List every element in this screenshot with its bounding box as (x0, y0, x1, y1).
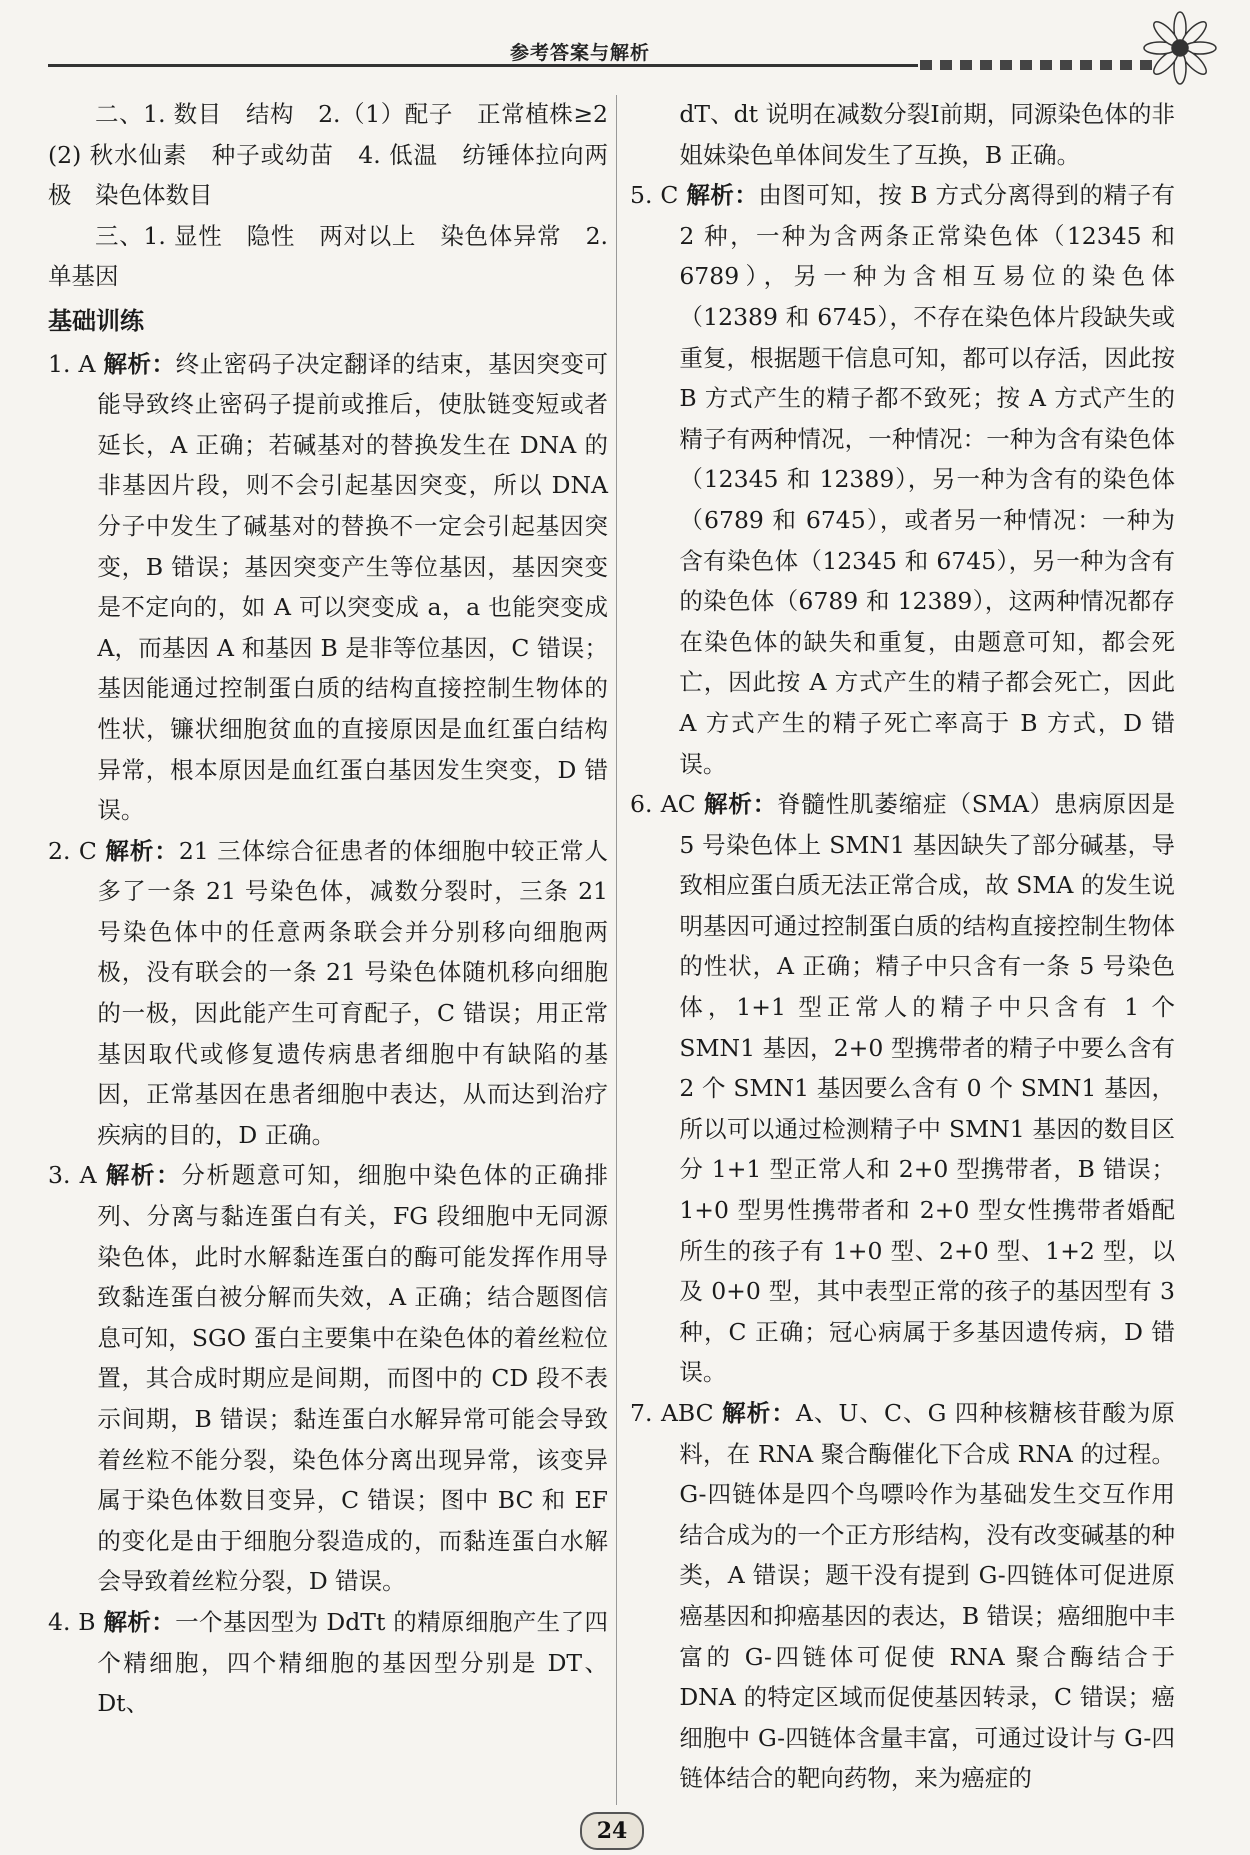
analysis-label: 解析： (686, 181, 759, 210)
answer-number: 6. AC (630, 790, 696, 819)
intro-line-2: 三、1. 显性 隐性 两对以上 染色体异常 2. 单基因 (48, 221, 608, 291)
answer-number: 2. C (48, 836, 97, 865)
page-number: 24 (580, 1812, 644, 1850)
answer-number: 4. B (48, 1607, 96, 1636)
answer-item (48, 831, 608, 1156)
answer-number: 7. ABC (630, 1399, 714, 1427)
answer-item (48, 1155, 608, 1602)
analysis-label: 解析： (103, 349, 176, 378)
answer-item (630, 1393, 1175, 1799)
answer-number: 3. A (48, 1161, 97, 1190)
analysis-text: 脊髓性肌萎缩症（SMA）患病原因是 5 号染色体上 SMN1 基因缺失了部分碱基，导致相应蛋白质无法正常合成，故 SMA 的发生说明基因可通过控制蛋白质的结构直接控制生物体的性状，A 正确；精子中只含有一条 5 号染色体，1+1 型正常人的精子中只含有 1 个 SMN1 基因，2+0 型携带者的精子中要么含有 2 个 SMN1 基因要么含有 0 个 SMN1 基因，所以可以通过检测精子中 SMN1 基因的数目区分 1+1 型正常人和 2+0 型携带者，B 错误；1+0 型男性携带者和 2+0 型女性携带者婚配所生的孩子有 1+0 型、2+0 型、1+2 型，以及 0+0 型，其中表型正常的孩子的基因型有 3 种，C 正确；冠心病属于多基因遗传病，D 错误。 (679, 790, 1175, 1387)
analysis-text: 一个基因型为 DdTt 的精原细胞产生了四个精细胞，四个精细胞的基因型分别是 DT、Dt、 (97, 1607, 608, 1718)
section-heading: 基础训练 (48, 306, 144, 335)
right-column (630, 94, 1175, 1799)
analysis-label: 解析： (704, 790, 778, 819)
answer-item (630, 784, 1175, 1393)
answer-number: 1. A (48, 349, 96, 378)
left-column (48, 94, 632, 1724)
answer-item (630, 175, 1175, 784)
answer-number: 5. C (630, 181, 679, 210)
analysis-label: 解析： (105, 1161, 182, 1190)
analysis-label: 解析： (722, 1399, 796, 1427)
intro-line-1: 二、1. 数目 结构 2.（1）配子 正常植株≥2 (2) 秋水仙素 种子或幼苗 4. 低温 纺锤体拉向两极 染色体数目 (48, 100, 632, 210)
analysis-text: 由图可知，按 B 方式分离得到的精子有 2 种，一种为含两条正常染色体（12345 和 6789），另一种为含相互易位的染色体（12389 和 6745），不存在染色体片段缺失或重复，根据题干信息可知，都可以存活，因此按 B 方式产生的精子都不致死；按 A 方式产生的精子有两种情况，一种情况：一种为含有染色体（12345 和 12389），另一种为含有的染色体（6789 和 6745），或者另一种情况：一种为含有染色体（12345 和 6745），另一种为含有的染色体（6789 和 12389），这两种情况都存在染色体的缺失和重复，由题意可知，都会死亡，因此按 A 方式产生的精子都会死亡，因此 A 方式产生的精子死亡率高于 B 方式，D 错误。 (679, 181, 1175, 778)
header-rule (48, 64, 918, 67)
continuation-text: dT、dt 说明在减数分裂Ⅰ前期，同源染色体的非姐妹染色单体间发生了互换，B 正确。 (679, 100, 1175, 169)
column-divider (616, 95, 617, 1805)
header-dashed-rule (920, 60, 1160, 70)
analysis-label: 解析： (105, 836, 179, 865)
analysis-text: 终止密码子决定翻译的结束，基因突变可能导致终止密码子提前或推后，使肽链变短或者延长，A 正确；若碱基对的替换发生在 DNA 的非基因片段，则不会引起基因突变，所以 DNA 分子中发生了碱基对的替换不一定会引起基因突变，B 错误；基因突变产生等位基因，基因突变是不定向的，如 A 可以突变成 a，a 也能突变成 A，而基因 A 和基因 B 是非等位基因，C 错误；基因能通过控制蛋白质的结构直接控制生物体的性状，镰状细胞贫血的直接原因是血红蛋白结构异常，根本原因是血红蛋白基因发生突变，D 错误。 (97, 349, 608, 825)
answer-item (48, 344, 608, 831)
flower-icon (1135, 10, 1225, 90)
analysis-text: 分析题意可知，细胞中染色体的正确排列、分离与黏连蛋白有关，FG 段细胞中无同源染色体，此时水解黏连蛋白的酶可能发挥作用导致黏连蛋白被分解而失效，A 正确；结合题图信息可知，SGO 蛋白主要集中在染色体的着丝粒位置，其合成时期应是间期，而图中的 CD 段不表示间期，B 错误；黏连蛋白水解异常可能会导致着丝粒不能分裂，染色体分离出现异常，该变异属于染色体数目变异，C 错误；图中 BC 和 EF 的变化是由于细胞分裂造成的，而黏连蛋白水解会导致着丝粒分裂，D 错误。 (97, 1161, 608, 1596)
answer-item (48, 1602, 608, 1724)
analysis-text: 21 三体综合征患者的体细胞中较正常人多了一条 21 号染色体，减数分裂时，三条 21 号染色体中的任意两条联会并分别移向细胞两极，没有联会的一条 21 号染色体随机移向细胞的一极，因此能产生可育配子，C 错误；用正常基因取代或修复遗传病患者细胞中有缺陷的基因，正常基因在患者细胞中表达，从而达到治疗疾病的目的，D 正确。 (97, 836, 609, 1149)
analysis-text: A、U、C、G 四种核糖核苷酸为原料，在 RNA 聚合酶催化下合成 RNA 的过程。G-四链体是四个鸟嘌呤作为基础发生交互作用结合成为的一个正方形结构，没有改变碱基的种类，A 错误；题干没有提到 G-四链体可促进原癌基因和抑癌基因的表达，B 错误；癌细胞中丰富的 G-四链体可促使 RNA 聚合酶结合于 DNA 的特定区域而促使基因转录，C 错误；癌细胞中 G-四链体含量丰富，可通过设计与 G-四链体结合的靶向药物，来为癌症的 (679, 1399, 1175, 1793)
header-title: 参考答案与解析 (510, 42, 651, 64)
analysis-label: 解析： (103, 1607, 176, 1636)
page-header (40, 0, 1220, 90)
